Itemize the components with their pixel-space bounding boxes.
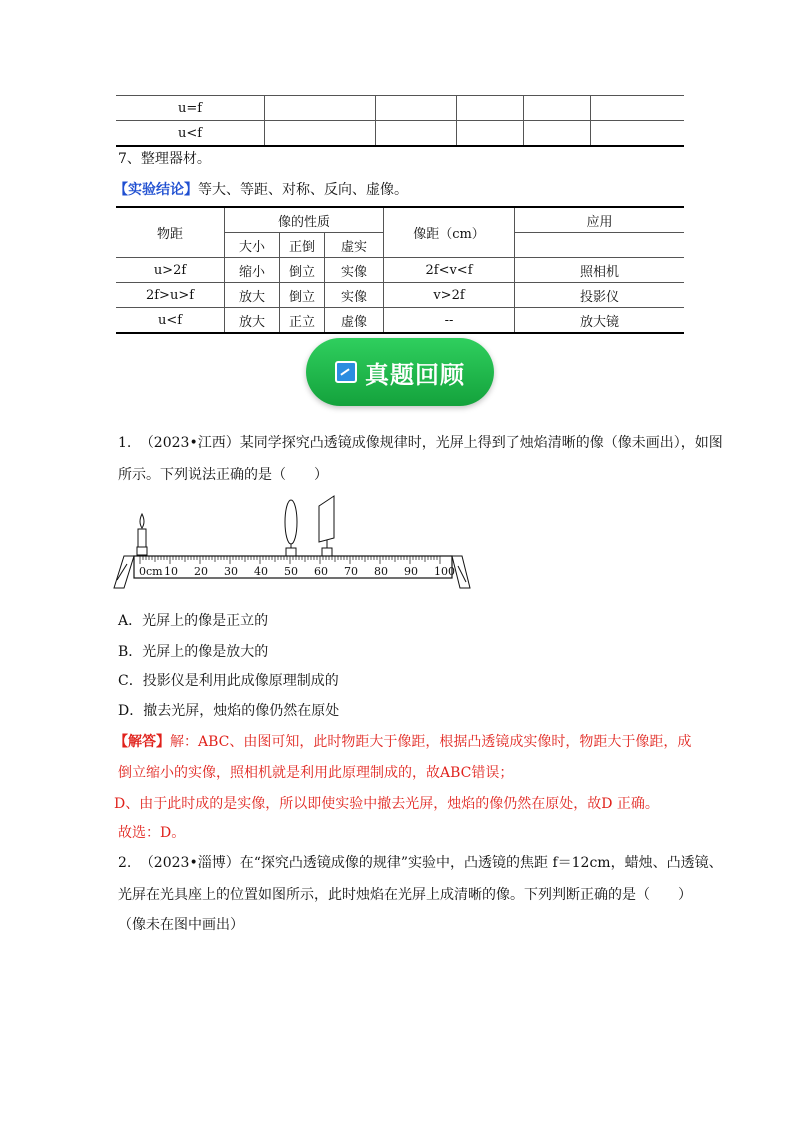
table-cell — [376, 121, 457, 147]
answer-line-2: 倒立缩小的实像，照相机就是利用此原理制成的，故ABC错误； — [118, 765, 514, 781]
table-cell — [515, 233, 685, 258]
table-cell — [524, 121, 591, 147]
header-image-distance: 像距（cm） — [384, 207, 515, 258]
conclusion-line — [114, 179, 408, 199]
table-row — [116, 283, 684, 308]
ruler-label: 30 — [224, 565, 238, 578]
ruler-label: 50 — [284, 565, 298, 578]
table-cell: 倒立 — [280, 283, 325, 308]
table-cell — [591, 121, 685, 147]
table-cell: 缩小 — [225, 258, 280, 283]
candle — [138, 514, 146, 547]
answer-line-4: 故选：D。 — [118, 825, 186, 841]
table-cell: 倒立 — [280, 258, 325, 283]
table-cell: 放大 — [225, 308, 280, 334]
table-row — [116, 258, 684, 283]
table-cell: 投影仪 — [515, 283, 685, 308]
ruler-label: 0cm — [139, 565, 163, 578]
table-cell: 正立 — [280, 308, 325, 334]
table-cell: 2f>u>f — [116, 283, 225, 308]
table-cell: v>2f — [384, 283, 515, 308]
table-cell — [265, 96, 376, 121]
results-table-continued — [116, 95, 684, 147]
chart-icon — [335, 361, 357, 383]
answer-tag: 【解答】 — [114, 734, 170, 750]
table-cell — [457, 121, 524, 147]
header-application: 应用 — [515, 207, 685, 233]
ruler-label: 10 — [164, 565, 178, 578]
question-text: （2023•江西）某同学探究凸透镜成像规律时，光屏上得到了烛焰清晰的像（像未画出），如图 — [139, 435, 723, 451]
header-real-virtual: 虚实 — [325, 233, 384, 258]
table-cell — [265, 121, 376, 147]
ruler-label: 100 — [434, 565, 455, 578]
table-cell: 照相机 — [515, 258, 685, 283]
header-image-property: 像的性质 — [225, 207, 384, 233]
table-row — [116, 121, 684, 147]
table-cell: u<f — [116, 308, 225, 334]
table-cell — [591, 96, 685, 121]
ruler-label: 70 — [344, 565, 358, 578]
step-7-text: 7、整理器材。 — [118, 151, 211, 167]
ruler-label: 60 — [314, 565, 328, 578]
question-2-line-3: （像未在图中画出） — [118, 917, 244, 933]
question-text: （2023•淄博）在“探究凸透镜成像的规律”实验中，凸透镜的焦距 f＝12cm，蜡烛、凸透镜、 — [139, 855, 723, 871]
answer-text: 解：ABC、由图可知，此时物距大于像距，根据凸透镜成实像时，物距大于像距，成 — [170, 734, 692, 750]
option-b: B．光屏上的像是放大的 — [118, 644, 269, 660]
conclusion-text: 等大、等距、对称、反向、虚像。 — [198, 182, 408, 198]
option-a: A．光屏上的像是正立的 — [118, 613, 269, 629]
question-1-line-2: 所示。下列说法正确的是（ ） — [118, 467, 328, 483]
header-object-distance: 物距 — [116, 207, 225, 258]
table-cell: u=f — [116, 96, 265, 121]
header-orientation: 正倒 — [280, 233, 325, 258]
table-cell: 虚像 — [325, 308, 384, 334]
answer-line-3: D、由于此时成的是实像，所以即使实验中撤去光屏，烛焰的像仍然在原处，故D 正确。 — [114, 796, 659, 812]
table-row — [116, 96, 684, 121]
table-cell: 放大镜 — [515, 308, 685, 334]
option-c: C．投影仪是利用此成像原理制成的 — [118, 673, 339, 689]
table-cell: u>2f — [116, 258, 225, 283]
table-cell: -- — [384, 308, 515, 334]
question-number: 2. — [118, 855, 132, 871]
option-d: D．撤去光屏，烛焰的像仍然在原处 — [118, 703, 340, 719]
table-cell: 实像 — [325, 283, 384, 308]
convex-lens — [285, 500, 297, 552]
table-cell — [376, 96, 457, 121]
ruler-label: 80 — [374, 565, 388, 578]
question-number: 1. — [118, 435, 132, 451]
header-size: 大小 — [225, 233, 280, 258]
banner-title: 真题回顾 — [365, 360, 465, 389]
ruler-label: 40 — [254, 565, 268, 578]
table-cell — [457, 96, 524, 121]
conclusion-table — [116, 206, 684, 334]
question-2-line-2: 光屏在光具座上的位置如图所示，此时烛焰在光屏上成清晰的像。下列判断正确的是（ ） — [118, 887, 692, 903]
ruler-label: 20 — [194, 565, 208, 578]
table-cell: 2f<v<f — [384, 258, 515, 283]
question-2-line-1 — [118, 848, 723, 878]
table-cell: u<f — [116, 121, 265, 147]
table-cell: 放大 — [225, 283, 280, 308]
light-screen — [319, 496, 334, 552]
optical-bench-figure — [112, 492, 472, 594]
conclusion-tag: 【实验结论】 — [114, 182, 198, 198]
table-cell: 实像 — [325, 258, 384, 283]
answer-line-1 — [114, 731, 691, 751]
table-row — [116, 308, 684, 334]
ruler-label: 90 — [404, 565, 418, 578]
table-cell — [524, 96, 591, 121]
section-banner — [306, 338, 494, 406]
table-header-row — [116, 207, 684, 233]
question-1-line-1 — [118, 428, 723, 458]
